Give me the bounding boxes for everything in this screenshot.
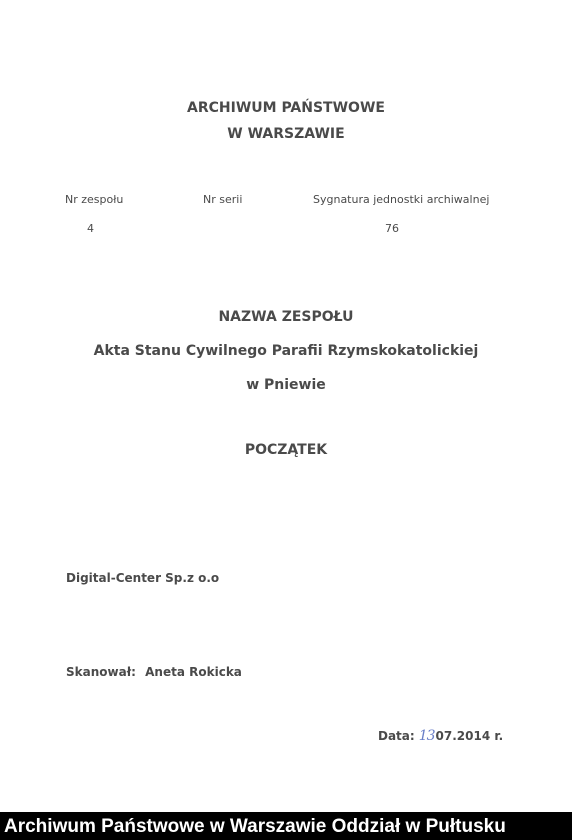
scanned-by-line (66, 665, 242, 679)
handwritten-day: 13 (418, 728, 435, 744)
nr-zespolu-label: Nr zespołu (65, 193, 124, 206)
scanned-by-label: Skanował: (66, 665, 136, 679)
date-rest: 07.2014 r. (435, 729, 504, 743)
nr-serii-label: Nr serii (203, 193, 243, 206)
archive-title-line2: W WARSZAWIE (227, 126, 345, 142)
sygnatura-label: Sygnatura jednostki archiwalnej (313, 193, 490, 206)
sygnatura-value: 76 (385, 222, 399, 235)
scan-date-line (378, 728, 503, 744)
footer-bar (0, 812, 572, 840)
fonds-name-line1: Akta Stanu Cywilnego Parafii Rzymskokatolickiej (93, 343, 479, 359)
nr-zespolu-value: 4 (87, 222, 94, 235)
archive-title-line1: ARCHIWUM PAŃSTWOWE (187, 100, 385, 116)
scanned-by-name: Aneta Rokicka (145, 665, 242, 679)
scan-company: Digital-Center Sp.z o.o (66, 571, 220, 585)
start-marker: POCZĄTEK (244, 442, 328, 458)
footer-text: Archiwum Państwowe w Warszawie Oddział w Pułtusku (4, 816, 506, 837)
fonds-name-line2: w Pniewie (246, 377, 326, 393)
fonds-heading: NAZWA ZESPOŁU (218, 309, 354, 325)
date-label: Data: (378, 729, 415, 743)
